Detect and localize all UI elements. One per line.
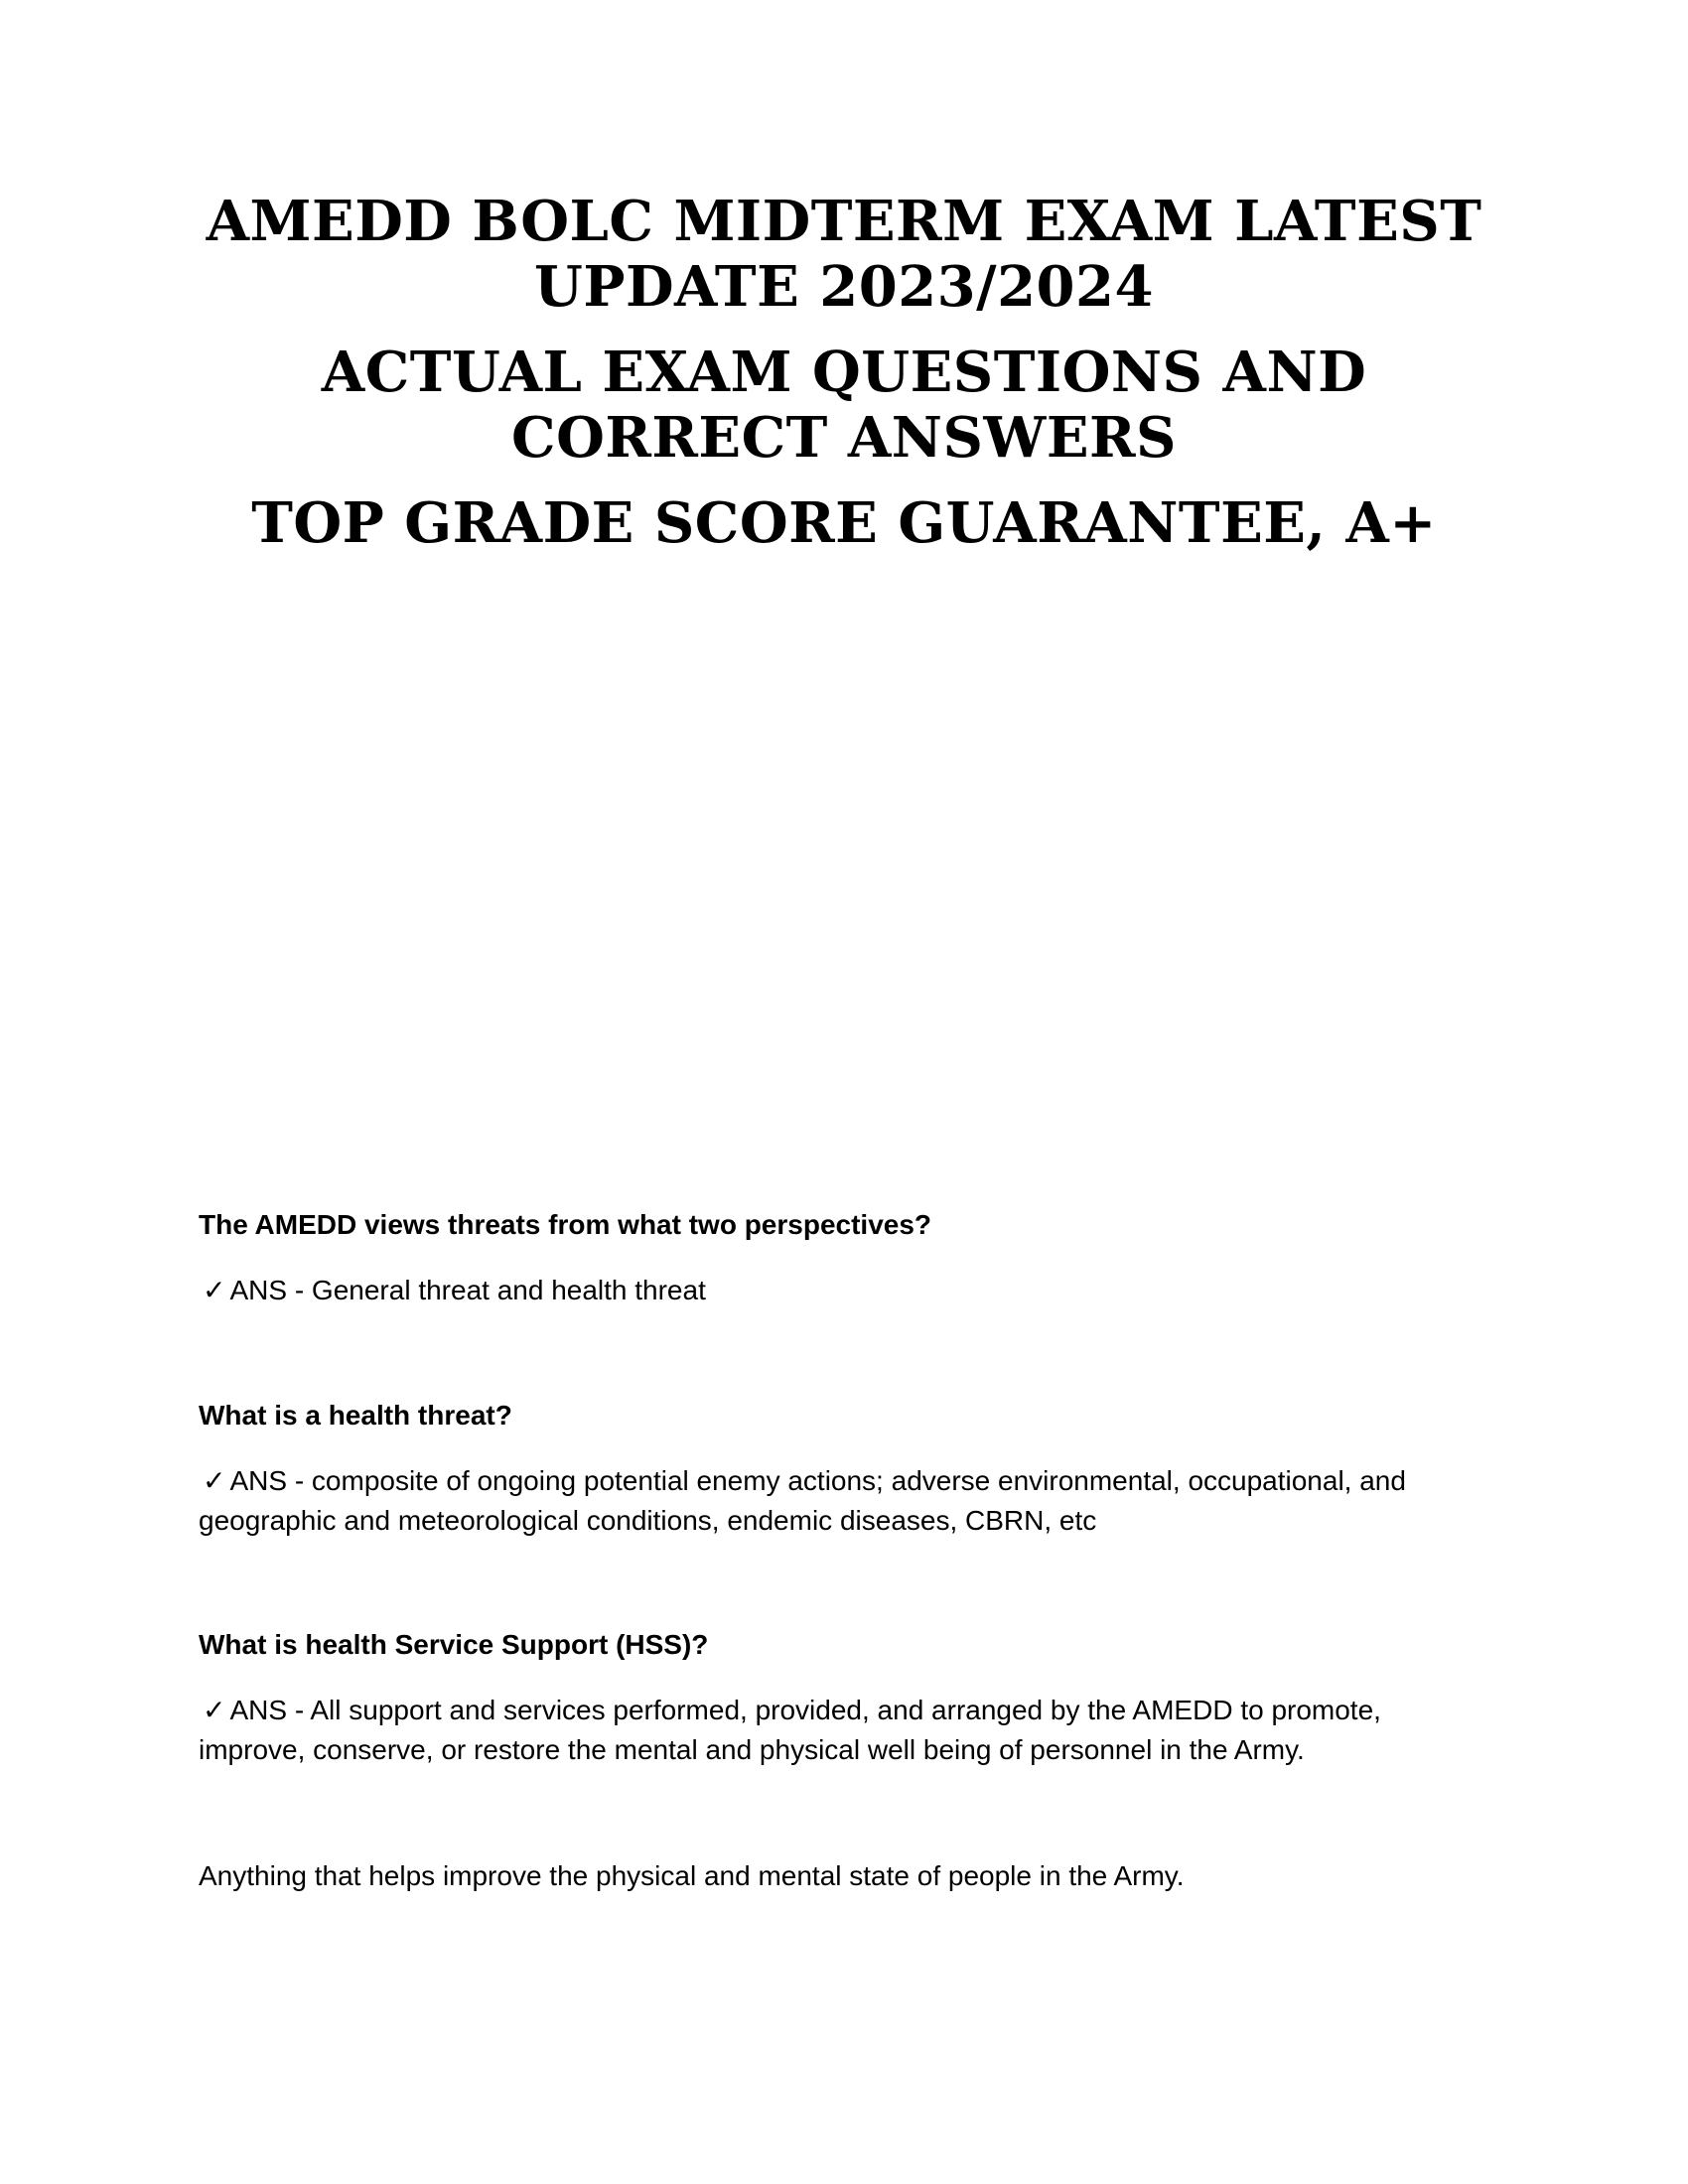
answer-2: [199, 1461, 1489, 1541]
question-2: What is a health threat?: [199, 1400, 512, 1431]
checkmark-icon: ✓: [203, 1465, 226, 1496]
checkmark-icon: ✓: [203, 1275, 226, 1305]
document-title: [199, 189, 1489, 556]
answer-3: [199, 1691, 1489, 1770]
question-1: The AMEDD views threats from what two perspectives?: [199, 1209, 932, 1240]
answer-1-text: ANS - General threat and health threat: [229, 1275, 706, 1305]
title-line-4: CORRECT ANSWERS: [511, 405, 1177, 471]
title-line-2: UPDATE 2023/2024: [534, 254, 1154, 320]
answer-1: [199, 1271, 1489, 1310]
title-line-5: TOP GRADE SCORE GUARANTEE, A+: [251, 490, 1437, 556]
question-3: What is health Service Support (HSS)?: [199, 1629, 709, 1660]
answer-2-text: ANS - composite of ongoing potential enemy actions; adverse environmental, occupational, and geographic and meteorological conditions, endemic diseases, CBRN, etc: [199, 1465, 1406, 1536]
answer-3-text: ANS - All support and services performed, provided, and arranged by the AMEDD to promote, improve, conserve, or restore the mental and physical well being of personnel in the Army.: [199, 1695, 1381, 1765]
summary-note: Anything that helps improve the physical and mental state of people in the Army.: [199, 1860, 1185, 1891]
title-line-1: AMEDD BOLC MIDTERM EXAM LATEST: [206, 189, 1482, 254]
checkmark-icon: ✓: [203, 1695, 226, 1725]
title-line-3: ACTUAL EXAM QUESTIONS AND: [321, 340, 1367, 405]
